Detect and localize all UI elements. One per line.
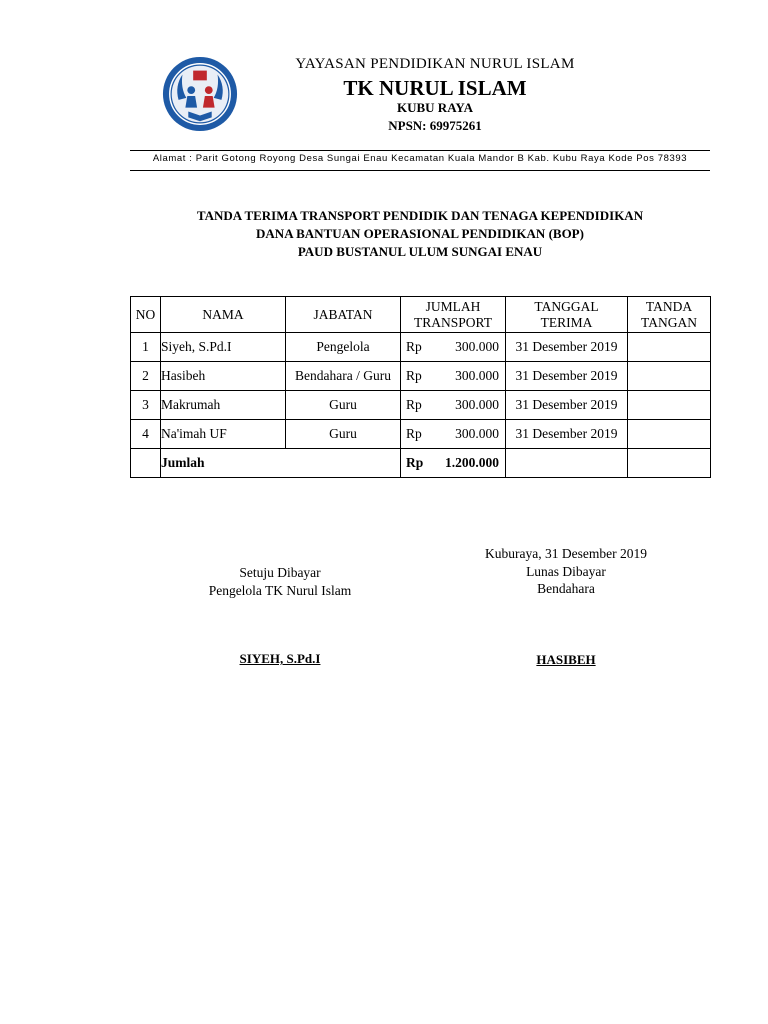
cell-amount: 300.000 xyxy=(455,426,499,441)
header-tanda-line-1: TANDA xyxy=(645,298,693,314)
document-title-line-2: DANA BANTUAN OPERASIONAL PENDIDIKAN (BOP) xyxy=(256,226,584,241)
cell-nama: Na'imah UF xyxy=(161,420,286,449)
header-tanggal-terima xyxy=(506,297,628,333)
cell-no: 2 xyxy=(131,362,161,391)
table-row xyxy=(131,420,711,449)
logo-figure-left-head xyxy=(187,86,195,94)
cell-amount: 300.000 xyxy=(455,397,499,412)
cell-tanggal: 31 Desember 2019 xyxy=(506,420,628,449)
cell-currency: Rp xyxy=(406,339,422,354)
document-title-line-1: TANDA TERIMA TRANSPORT PENDIDIK DAN TENAGA KEPENDIDIKAN xyxy=(196,208,644,223)
cell-amount: 300.000 xyxy=(455,339,499,354)
cell-tanda-tangan xyxy=(628,362,711,391)
cell-tanda-tangan xyxy=(628,333,711,362)
cell-no: 4 xyxy=(131,420,161,449)
header-tanggal-line-1: TANGGAL xyxy=(534,298,599,314)
header-tanda-tangan xyxy=(628,297,711,333)
signature-right-line-1: Lunas Dibayar xyxy=(526,563,606,579)
header-jumlah-transport xyxy=(401,297,506,333)
cell-tanggal: 31 Desember 2019 xyxy=(506,362,628,391)
cell-jabatan: Pengelola xyxy=(286,333,401,362)
cell-jumlah xyxy=(401,420,506,449)
cell-jumlah xyxy=(401,333,506,362)
foundation-name: YAYASAN PENDIDIKAN NURUL ISLAM xyxy=(295,56,575,72)
cell-jumlah xyxy=(401,391,506,420)
signature-right-place-date: Kuburaya, 31 Desember 2019 xyxy=(485,546,647,561)
cell-tanda-tangan xyxy=(628,420,711,449)
header-tanda-line-2: TANGAN xyxy=(641,314,697,330)
transport-receipt-table xyxy=(130,296,711,478)
logo-figure-right-body xyxy=(203,96,215,108)
signature-right-line-2: Bendahara xyxy=(537,581,595,596)
document-title-line-3: PAUD BUSTANUL ULUM SUNGAI ENAU xyxy=(297,244,543,259)
cell-currency: Rp xyxy=(406,397,422,412)
logo-figure-right-head xyxy=(205,86,213,94)
total-cell-tanda xyxy=(628,449,711,478)
header-jabatan: JABATAN xyxy=(286,297,401,333)
cell-amount: 300.000 xyxy=(455,368,499,383)
logo-figure-left-body xyxy=(185,96,197,108)
cell-nama: Makrumah xyxy=(161,391,286,420)
table-header-row xyxy=(131,297,711,333)
signature-left-block xyxy=(180,564,380,599)
cell-jumlah xyxy=(401,362,506,391)
total-currency: Rp xyxy=(406,455,424,470)
total-cell-tanggal xyxy=(506,449,628,478)
cell-jabatan: Bendahara / Guru xyxy=(286,362,401,391)
header-rule-bottom xyxy=(130,170,710,171)
signature-right-name: HASIBEH xyxy=(536,652,596,667)
signature-left-name: SIYEH, S.Pd.I xyxy=(239,651,321,666)
cell-tanggal: 31 Desember 2019 xyxy=(506,391,628,420)
total-jumlah xyxy=(401,449,506,478)
signature-left-line-2: Pengelola TK Nurul Islam xyxy=(208,582,352,598)
total-amount: 1.200.000 xyxy=(445,455,499,470)
school-region: KUBU RAYA xyxy=(397,100,473,115)
cell-tanda-tangan xyxy=(628,391,711,420)
cell-no: 3 xyxy=(131,391,161,420)
cell-no: 1 xyxy=(131,333,161,362)
total-label: Jumlah xyxy=(161,449,401,478)
table-row xyxy=(131,333,711,362)
signature-left-line-1: Setuju Dibayar xyxy=(239,565,321,580)
header-rule-top xyxy=(130,150,710,151)
school-address: Alamat : Parit Gotong Royong Desa Sungai Enau Kecamatan Kuala Mandor B Kab. Kubu Raya Kode Pos 78393 xyxy=(152,153,688,164)
school-logo xyxy=(161,55,239,133)
table-total-row xyxy=(131,449,711,478)
header-nama: NAMA xyxy=(161,297,286,333)
table-row xyxy=(131,391,711,420)
header-tanggal-line-2: TERIMA xyxy=(540,314,593,330)
cell-jabatan: Guru xyxy=(286,420,401,449)
cell-currency: Rp xyxy=(406,368,422,383)
total-cell-empty xyxy=(131,449,161,478)
cell-nama: Hasibeh xyxy=(161,362,286,391)
cell-tanggal: 31 Desember 2019 xyxy=(506,333,628,362)
header-jumlah-line-1: JUMLAH xyxy=(425,298,481,314)
signature-right-block xyxy=(456,545,676,598)
header-jumlah-line-2: TRANSPORT xyxy=(414,314,492,330)
logo-flag xyxy=(193,71,207,81)
school-npsn: NPSN: 69975261 xyxy=(388,118,482,133)
school-name: TK NURUL ISLAM xyxy=(343,76,527,100)
table-row xyxy=(131,362,711,391)
cell-nama: Siyeh, S.Pd.I xyxy=(161,333,286,362)
cell-jabatan: Guru xyxy=(286,391,401,420)
header-no: NO xyxy=(131,297,161,333)
cell-currency: Rp xyxy=(406,426,422,441)
